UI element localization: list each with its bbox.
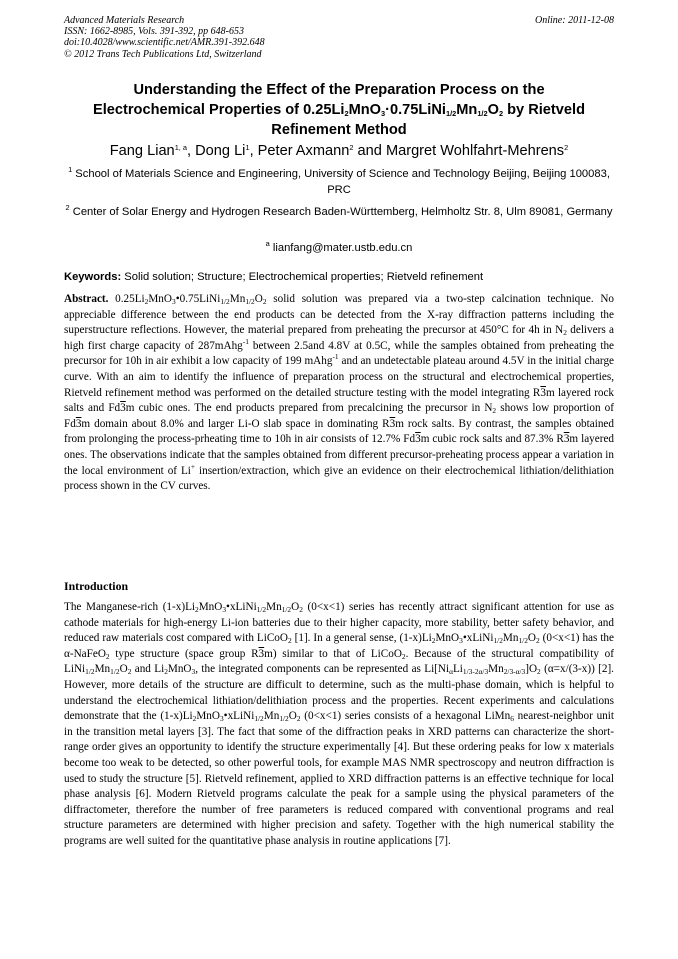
journal-header (64, 15, 265, 60)
affiliation-2: $^2$ Center of Solar Energy and Hydrogen Research Baden-Württemberg, Helmholtz Str. 8, Ulm 89081, Germany (65, 203, 613, 218)
title-line-1: Understanding the Effect of the Preparation Process on the (133, 82, 545, 98)
keywords: Keywords: Solid solution; Structure; Electrochemical properties; Rietveld refinement (64, 271, 484, 283)
online-date: Online: 2011-12-08 (535, 15, 614, 26)
author-1: Fang Lian (109, 143, 175, 159)
doi: doi:10.4028/www.scientific.net/AMR.391-392.648 (64, 37, 265, 49)
copyright: © 2012 Trans Tech Publications Ltd, Switzerland (64, 48, 262, 60)
author-2: Dong Li (195, 143, 246, 159)
introduction-body: The Manganese-rich $(1-x)Li_2MnO_3•xLiNi_{1/2}Mn_{1/2}O_2$ (0<x<1) series has recently attract significant attention for use as cathode materials for high-energy Li-ion batteries due to their higher capacity, more stability, better safety behavior, and reduced raw materials cost compared with LiCoO$_2$ [1]. In a general sense, $(1-x)Li_2MnO_3•xLiNi_{1/2}Mn_{1/2}O_2$ (0<x<1) has the α-NaFeO$_2$ type structure (space group R3m) similar to that of LiCoO$_2$. Because of the structural compatibility of $LiNi_{1/2}Mn_{1/2}O_2$ and $Li_2MnO_3$, the integrated components can be represented as $Li[Ni_\alpha Li_{1/3-2\alpha/3}Mn_{2/3-\alpha/3}]O_2$ (α=x/(3-x)) [2]. However, more details of the structure are difficult to determine, such as the multi-phase domain, which is helpful to understand the electrochemical lithiation/delithiation process and the properties. Recent experiments and calculations demonstrate that the $(1-x)Li_2MnO_3•xLiNi_{1/2}Mn_{1/2}O_2$ (0<x<1) series consists of a hexagonal LiMn$_6$ nearest-neighbor unit in the transition metal layers [3]. The fact that some of the diffraction peaks in XRD patterns can characterize the short-range order gives an opportunity to identify the structure experimentally [4]. But these ordering peaks for low x materials become too weak to be detected, so other powerful tools, for example MAS NMR spectroscopy and neutron diffraction is used to study the structure [5]. Rietveld refinement, applied to XRD diffraction patterns is an effective technique for local phase analysis [6]. Modern Rietveld programs calculate the peak for a sample using the physical parameters of the diffractometer, therefore the number of free parameters is reduced compared with conventional programs and real structure parameters are determined with higher precision and safety. Together with the high numerical stability the programs are well suited for the quantitative phase analysis in routine applications [7]. (64, 601, 615, 847)
paper-title (60, 80, 618, 140)
abstract-label: Abstract. (64, 293, 109, 305)
author-email: $^a$ lianfang@mater.ustb.edu.cn (265, 239, 413, 254)
keywords-label: Keywords: (64, 271, 122, 283)
title-line-3: Refinement Method (271, 122, 407, 138)
author-list: Fang Lian$^{1, a}$, Dong Li$^1$, Peter Axmann$^2$ and Margret Wohlfahrt-Mehrens$^2$ (109, 143, 569, 159)
affiliation-1: $^1$ School of Materials Science and Engineering, University of Science and Technology Beijing, Beijing 100083, PRC (68, 165, 610, 196)
author-4: Margret Wohlfahrt-Mehrens (385, 143, 565, 159)
author-3: Peter Axmann (257, 143, 350, 159)
issn: ISSN: 1662-8985, Vols. 391-392, pp 648-653 (64, 26, 244, 38)
abstract: Abstract. $0.25Li_2MnO_3•0.75LiNi_{1/2}Mn_{1/2}O_2$ solid solution was prepared via a two-step calcination technique. No appreciable difference between the end products can be detected from the X-ray diffraction patterns including the superstructure reflections. However, the material prepared from preheating the precursor at 450°C for 4h in $N_2$ delivers a high first charge capacity of 287mAhg$^{-1}$ between 2.5and 4.8V at 0.5C, while the samples obtained from preheating the precursor for 10h in air exhibit a low capacity of 199 mAhg$^{-1}$ and an undetectable plateau around 4.5V in the initial charge curve. With an aim to identify the influence of preparation process on the structural and electrochemical properties, Rietveld refinement method was performed on the detailed structure testing with the model integrating R3m layered rock salts and Fd3m cubic ones. The end products prepared from precalcining the precursor in $N_2$ shows low proportion of Fd3m domain about 8.0% and larger Li-O slab space in dominating R3m rock salts. By contrast, the samples obtained from prolonging the process-prheating time to 10h in air consists of 12.7% Fd3m cubic rock salts and 87.3% R3m layered ones. The observations indicate that the samples obtained from different precursor-preheating process appear a variation in the local environment of Li+ insertion/extraction, which give an evidence on their electrochemical lithiation/delithiation process shown in the CV curves. (64, 293, 615, 493)
journal-name: Advanced Materials Research (64, 15, 185, 26)
introduction-heading: Introduction (64, 579, 129, 593)
title-line-2: Electrochemical Properties of $0.25Li_2MnO_3\cdot 0.75LiNi_{1/2}Mn_{1/2}O_2$ by Rietveld (93, 102, 585, 118)
